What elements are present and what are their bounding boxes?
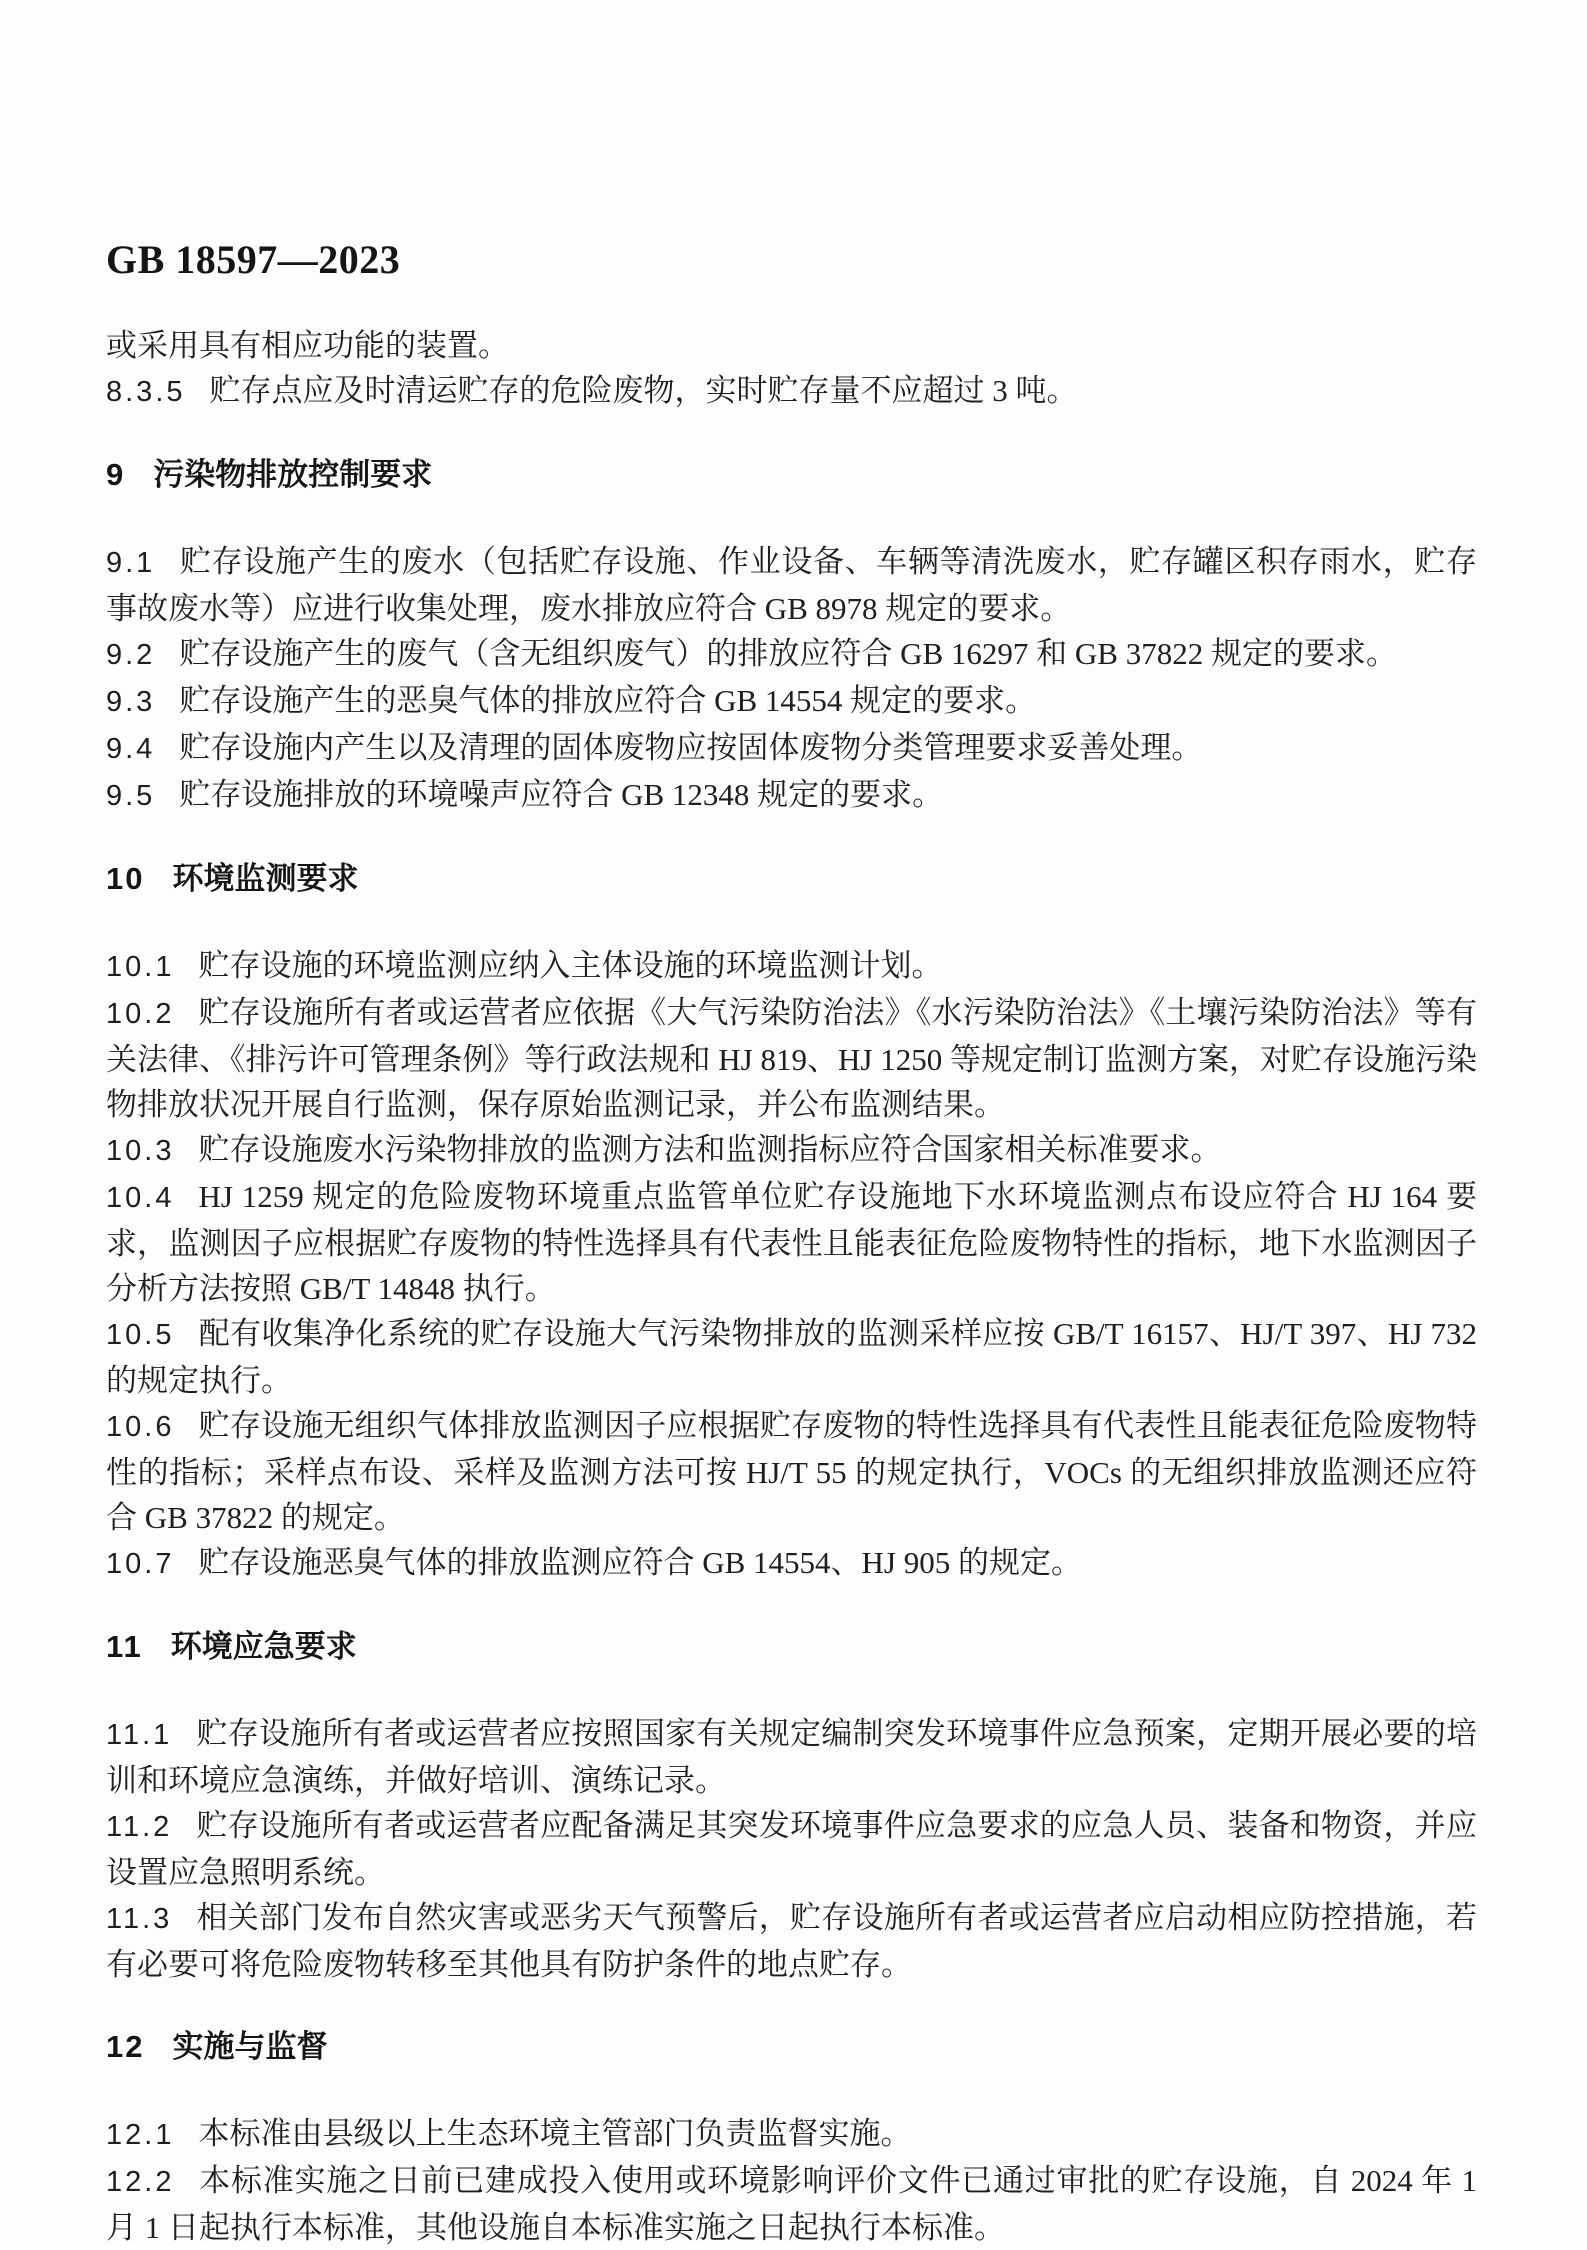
section-number: 12 — [106, 2029, 145, 2064]
clause-12-1 — [106, 2111, 1477, 2158]
clause-10-2 — [106, 990, 1477, 1127]
section-heading-9 — [106, 453, 1477, 497]
clause-text: 贮存设施所有者或运营者应按照国家有关规定编制突发环境事件应急预案，定期开展必要的培训和环境应急演练，并做好培训、演练记录。 — [106, 1716, 1477, 1798]
clause-10-3 — [106, 1127, 1477, 1174]
section-number: 10 — [106, 861, 145, 896]
section-heading-12 — [106, 2025, 1477, 2069]
clause-text: 贮存设施所有者或运营者应配备满足其突发环境事件应急要求的应急人员、装备和物资，并应设置应急照明系统。 — [106, 1808, 1477, 1890]
clause-text: 贮存设施废水污染物排放的监测方法和监测指标应符合国家相关标准要求。 — [198, 1132, 1222, 1167]
clause-text: HJ 1259 规定的危险废物环境重点监管单位贮存设施地下水环境监测点布设应符合 HJ 164 要求，监测因子应根据贮存废物的特性选择具有代表性且能表征危险废物特性的指标，地下水监测因子分析方法按照 GB/T 14848 执行。 — [106, 1179, 1477, 1306]
document-body — [106, 323, 1477, 2250]
standard-number-header: GB 18597—2023 — [106, 237, 401, 282]
clause-text: 本标准由县级以上生态环境主管部门负责监督实施。 — [198, 2116, 912, 2151]
section-title: 污染物排放控制要求 — [153, 457, 433, 492]
clause-number: 10.7 — [106, 1548, 175, 1580]
clause-9-2 — [106, 631, 1477, 678]
clause-text: 贮存设施内产生以及清理的固体废物应按固体废物分类管理要求妥善处理。 — [179, 730, 1203, 765]
clause-11-2 — [106, 1803, 1477, 1895]
clause-9-1 — [106, 539, 1477, 631]
clause-number: 12.1 — [106, 2119, 175, 2151]
clause-text: 贮存点应及时清运贮存的危险废物，实时贮存量不应超过 3 吨。 — [209, 373, 1078, 408]
paragraph-continuation — [106, 323, 1477, 368]
clause-number: 10.2 — [106, 998, 175, 1030]
clause-number: 9.3 — [106, 686, 156, 718]
clause-number: 11.1 — [106, 1719, 173, 1751]
section-title: 环境监测要求 — [172, 861, 359, 896]
clause-number: 12.2 — [106, 2166, 175, 2198]
clause-10-5 — [106, 1311, 1477, 1403]
clause-text: 贮存设施所有者或运营者应依据《大气污染防治法》《水污染防治法》《土壤污染防治法》等有关法律、《排污许可管理条例》等行政法规和 HJ 819、HJ 1250 等规定制订监测方案，对贮存设施污染物排放状况开展自行监测，保存原始监测记录，并公布监测结果。 — [106, 995, 1477, 1122]
clause-text: 贮存设施产生的恶臭气体的排放应符合 GB 14554 规定的要求。 — [179, 683, 1037, 718]
clause-9-3 — [106, 678, 1477, 725]
clause-text: 贮存设施产生的废气（含无组织废气）的排放应符合 GB 16297 和 GB 37822 规定的要求。 — [179, 636, 1397, 671]
section-heading-10 — [106, 857, 1477, 901]
clause-number: 11.2 — [106, 1811, 173, 1843]
clause-number: 10.4 — [106, 1182, 175, 1214]
clause-10-6 — [106, 1403, 1477, 1540]
clause-number: 10.5 — [106, 1319, 175, 1351]
clause-number: 9.2 — [106, 639, 156, 671]
clause-9-4 — [106, 725, 1477, 772]
clause-text: 贮存设施的环境监测应纳入主体设施的环境监测计划。 — [198, 948, 943, 983]
clause-number: 9.1 — [106, 547, 156, 579]
section-number: 11 — [106, 1629, 143, 1664]
clause-number: 11.3 — [106, 1903, 173, 1935]
clause-text: 配有收集净化系统的贮存设施大气污染物排放的监测采样应按 GB/T 16157、HJ/T 397、HJ 732 的规定执行。 — [106, 1316, 1477, 1398]
paragraph-text: 或采用具有相应功能的装置。 — [106, 328, 509, 363]
section-title: 环境应急要求 — [170, 1629, 357, 1664]
clause-12-2 — [106, 2158, 1477, 2250]
clause-number: 9.5 — [106, 780, 156, 812]
clause-11-3 — [106, 1895, 1477, 1987]
section-heading-11 — [106, 1625, 1477, 1669]
clause-text: 本标准实施之日前已建成投入使用或环境影响评价文件已通过审批的贮存设施，自 2024 年 1 月 1 日起执行本标准，其他设施自本标准实施之日起执行本标准。 — [106, 2163, 1477, 2245]
clause-text: 贮存设施产生的废水（包括贮存设施、作业设备、车辆等清洗废水，贮存罐区积存雨水，贮存事故废水等）应进行收集处理，废水排放应符合 GB 8978 规定的要求。 — [106, 544, 1477, 626]
clause-number: 8.3.5 — [106, 376, 186, 408]
clause-text: 相关部门发布自然灾害或恶劣天气预警后，贮存设施所有者或运营者应启动相应防控措施，若有必要可将危险废物转移至其他具有防护条件的地点贮存。 — [106, 1900, 1477, 1982]
clause-text: 贮存设施恶臭气体的排放监测应符合 GB 14554、HJ 905 的规定。 — [198, 1545, 1082, 1580]
clause-11-1 — [106, 1711, 1477, 1803]
clause-number: 10.3 — [106, 1135, 175, 1167]
clause-10-7 — [106, 1540, 1477, 1587]
clause-number: 10.6 — [106, 1411, 175, 1443]
clause-number: 9.4 — [106, 733, 156, 765]
clause-text: 贮存设施排放的环境噪声应符合 GB 12348 规定的要求。 — [179, 777, 944, 812]
section-number: 9 — [106, 457, 126, 492]
section-title: 实施与监督 — [172, 2029, 328, 2064]
clause-text: 贮存设施无组织气体排放监测因子应根据贮存废物的特性选择具有代表性且能表征危险废物特性的指标；采样点布设、采样及监测方法可按 HJ/T 55 的规定执行，VOCs 的无组织排放监测还应符合 GB 37822 的规定。 — [106, 1408, 1477, 1535]
clause-number: 10.1 — [106, 951, 175, 983]
clause-10-1 — [106, 943, 1477, 990]
clause-10-4 — [106, 1174, 1477, 1311]
clause-8-3-5 — [106, 368, 1477, 415]
clause-9-5 — [106, 772, 1477, 819]
